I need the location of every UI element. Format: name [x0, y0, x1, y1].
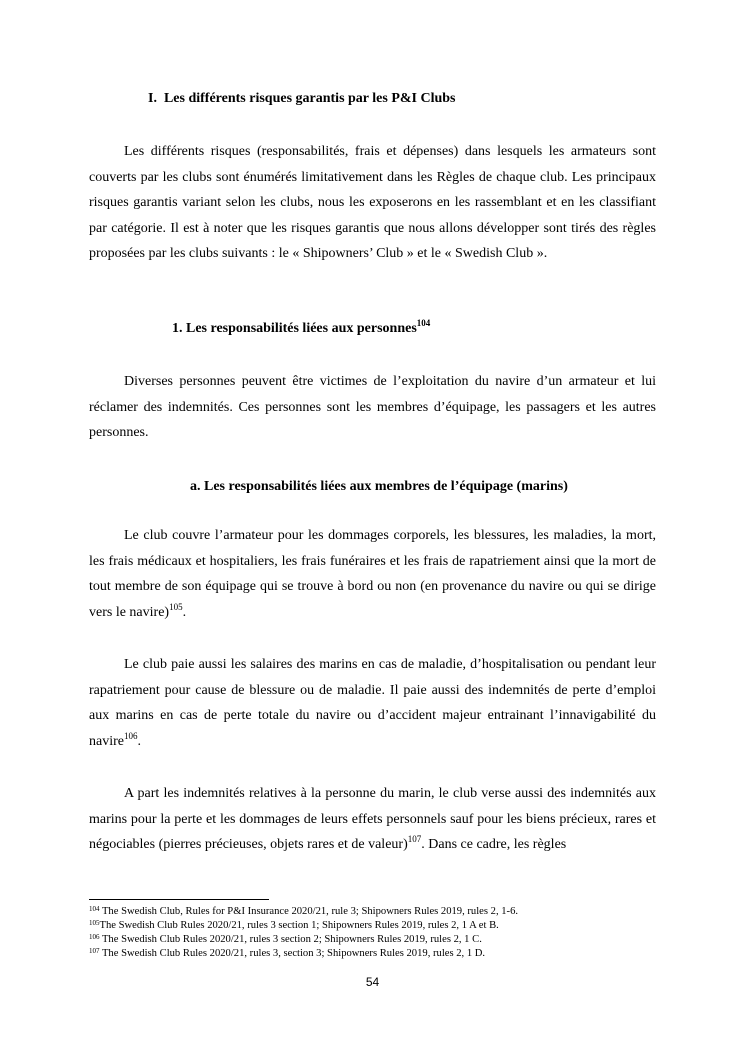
footnote-105 — [89, 919, 689, 932]
footnote-number: 105 — [89, 919, 100, 927]
footnote-ref-105: 105 — [169, 601, 183, 612]
footnote-ref-106: 106 — [123, 730, 138, 741]
page-number: 54 — [365, 975, 380, 989]
paragraph-crew-2-text: Le club paie aussi les salaires des marins en cas de maladie, d’hospitalisation ou pendant leur rapatriement pour cause de blessure ou de maladie. Il paie aussi des indemnités de perte d’emploi aux marins en cas de perte totale du navire ou d’accident majeur entrainant l’innavigabilité du navire — [89, 657, 656, 749]
footnote-number: 104 — [89, 905, 100, 913]
paragraph-crew-2 — [89, 652, 656, 754]
footnote-number: 106 — [89, 933, 100, 941]
footnote-text: The Swedish Club, Rules for P&I Insurance 2020/21, rule 3; Shipowners Rules 2019, rules 2, 1-6. — [99, 906, 519, 917]
subsection-heading-1 — [172, 318, 431, 337]
footnote-divider — [89, 899, 269, 900]
footnote-106 — [89, 933, 689, 946]
footnote-text: The Swedish Club Rules 2020/21, rules 3, section 3; Shipowners Rules 2019, rules 2, 1 D. — [99, 948, 486, 959]
footnote-number: 107 — [89, 947, 100, 955]
footnote-ref-104: 104 — [416, 318, 431, 328]
subsection-number: 1. — [172, 321, 183, 336]
subsection-a-title: Les responsabilités liées aux membres de l’équipage (marins) — [204, 479, 568, 494]
paragraph-crew-2-end: . — [137, 733, 141, 749]
paragraph-crew-1 — [89, 523, 656, 625]
section-heading — [148, 91, 456, 107]
subsection-heading-a — [190, 479, 568, 495]
paragraph-crew-3-text: A part les indemnités relatives à la personne du marin, le club verse aussi des indemnités aux marins pour la perte et les dommages de leurs effets personnels sauf pour les biens précieux, rares et négociables (pierres précieuses, objets rares et de valeur) — [89, 786, 656, 853]
footnote-ref-107: 107 — [407, 834, 422, 845]
paragraph-crew-3 — [89, 781, 656, 858]
footnote-text: The Swedish Club Rules 2020/21, rules 3 section 1; Shipowners Rules 2019, rules 2, 1 A et B. — [99, 920, 499, 931]
footnote-104 — [89, 905, 689, 918]
paragraph-crew-1-text: Le club couvre l’armateur pour les dommages corporels, les blessures, les maladies, la mort, les frais médicaux et hospitaliers, les frais funéraires et les frais de rapatriement ainsi que la mort de tout membre de son équipage qui se trouve à bord ou non (en provenance du navire ou qui se dirige vers le navire) — [89, 528, 656, 620]
paragraph-persons: Diverses personnes peuvent être victimes de l’exploitation du navire d’un armateur et lui réclamer des indemnités. Ces personnes sont les membres d’équipage, les passagers et les autres personnes. — [89, 374, 656, 441]
paragraph-crew-3-end: . Dans ce cadre, les règles — [421, 837, 567, 853]
section-number: I. — [148, 91, 157, 106]
footnote-107 — [89, 947, 689, 960]
section-title: Les différents risques garantis par les P&I Clubs — [163, 91, 456, 106]
footnote-text: The Swedish Club Rules 2020/21, rules 3 section 2; Shipowners Rules 2019, rules 2, 1 C. — [99, 934, 482, 945]
subsection-title: Les responsabilités liées aux personnes — [186, 321, 417, 336]
paragraph-crew-1-end: . — [182, 604, 187, 620]
subsection-letter: a. — [190, 479, 201, 494]
paragraph-intro: Les différents risques (responsabilités, frais et dépenses) dans lesquels les armateurs sont couverts par les clubs sont énumérés limitativement dans les Règles de chaque club. Les principaux risques garantis variant selon les clubs, nous les exposerons en les rassemblant et en les classifiant par catégorie. Il est à noter que les risques garantis que nous allons développer sont tirés des règles proposées par les clubs suivants : le « Shipowners’ Club » et le « Swedish Club ». — [89, 144, 656, 262]
